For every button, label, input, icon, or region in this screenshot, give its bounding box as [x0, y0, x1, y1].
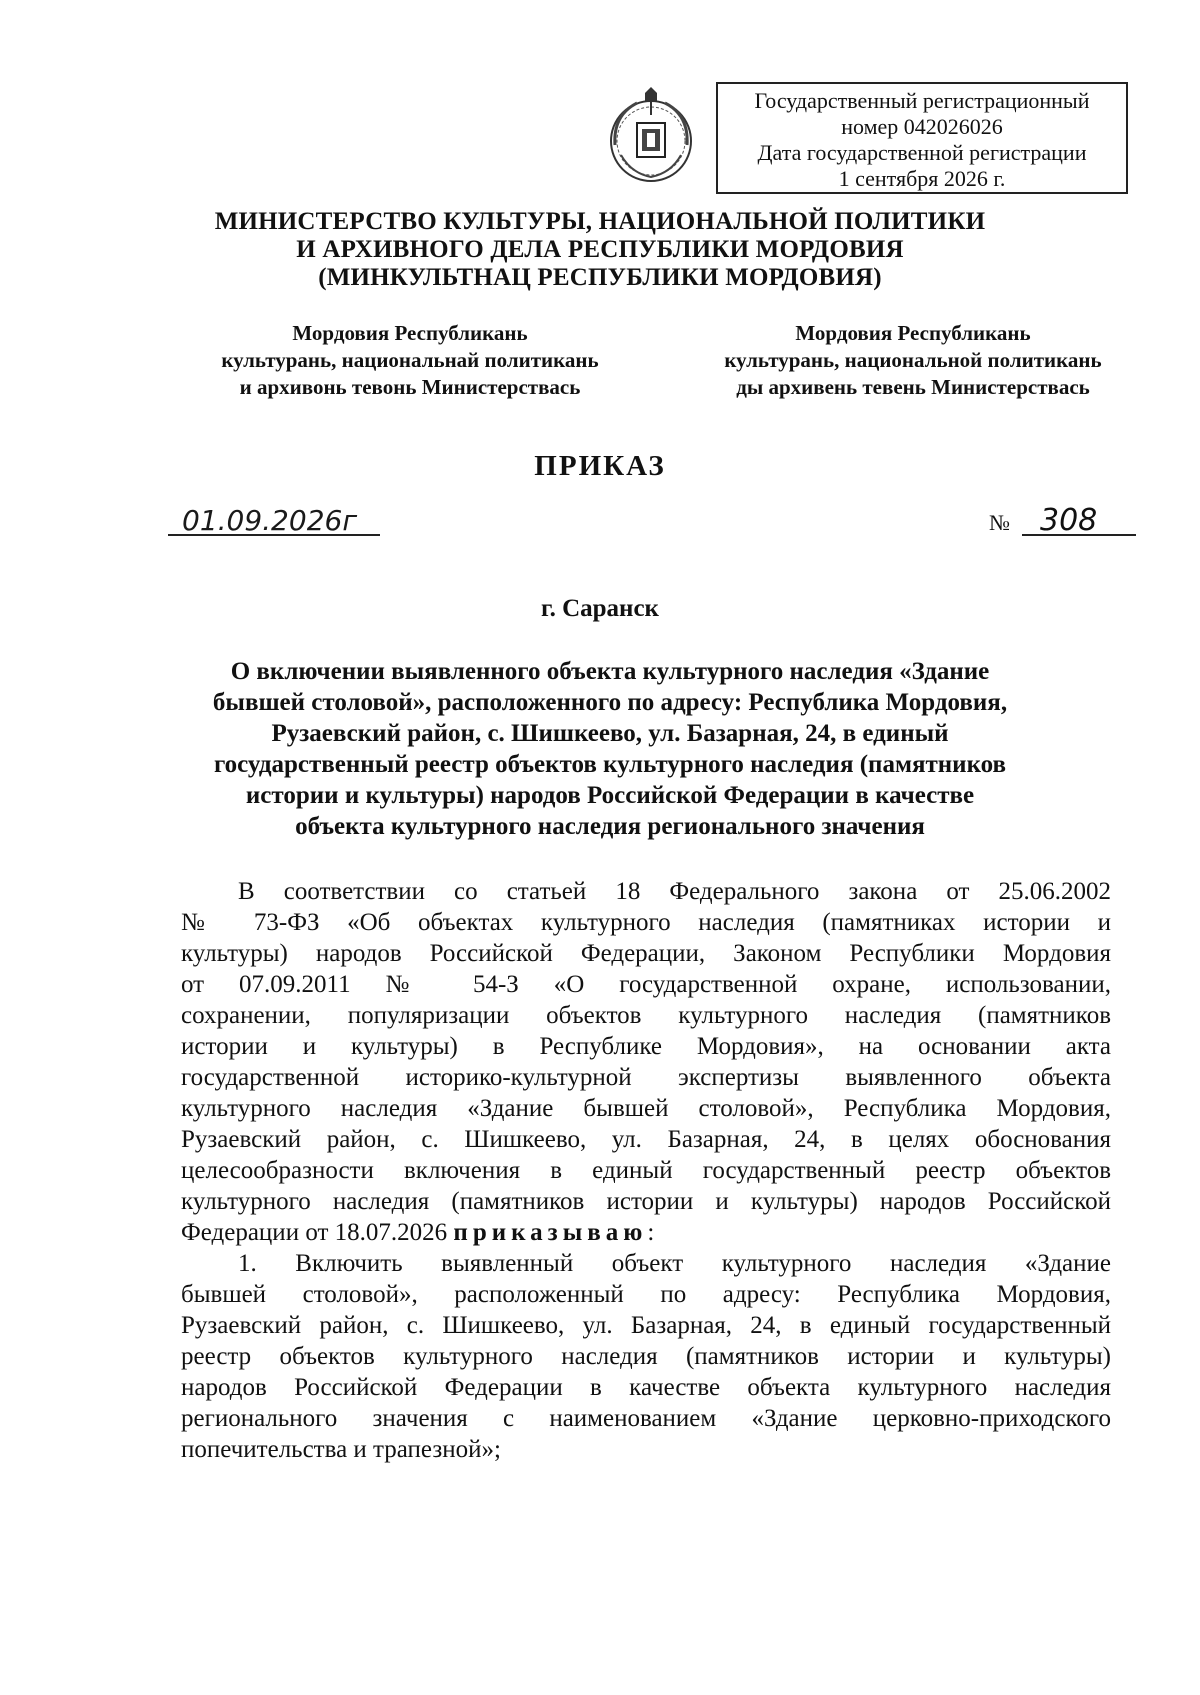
body-line: культурного наследия (памятников истории и культуры) народов Российской [181, 1188, 1111, 1215]
body-line-suffix: : [647, 1219, 655, 1246]
erzya-line-3: ды архивень тевень Министерствась [736, 375, 1090, 399]
order-verb: приказываю [453, 1219, 648, 1246]
ministry-line-1: МИНИСТЕРСТВО КУЛЬТУРЫ, НАЦИОНАЛЬНОЙ ПОЛИТИКИ [214, 208, 986, 235]
body-line: от 07.09.2011 № 54-З «О государственной охране, использовании, [181, 971, 1111, 998]
item-line: регионального значения с наименованием «Здание церковно-приходского [181, 1405, 1111, 1432]
item-line: Рузаевский район, с. Шишкеево, ул. Базарная, 24, в единый государственный [181, 1312, 1111, 1339]
order-date-handwritten: 01.09.2026г [168, 506, 380, 536]
title-line: истории и культуры) народов Российской Федерации в качестве [245, 782, 975, 809]
ministry-heading [0, 208, 1200, 292]
ministry-name-moksha [175, 320, 645, 401]
item-line: реестр объектов культурного наследия (памятников истории и культуры) [181, 1343, 1111, 1370]
body-line: государственной историко-культурной экспертизы выявленного объекта [181, 1064, 1111, 1091]
title-line: объекта культурного наследия регионального значения [295, 813, 925, 840]
ministry-line-3: (МИНКУЛЬТНАЦ РЕСПУБЛИКИ МОРДОВИЯ) [318, 264, 882, 291]
order-number-handwritten: 308 [1022, 506, 1136, 536]
erzya-line-1: Мордовия Республикань [795, 321, 1031, 345]
moksha-line-1: Мордовия Республикань [292, 321, 528, 345]
coat-of-arms-emblem [601, 85, 701, 185]
body-line: целесообразности включения в единый государственный реестр объектов [181, 1157, 1111, 1184]
registration-line-3: Дата государственной регистрации [757, 140, 1087, 165]
registration-number: номер 042026026 [841, 114, 1003, 139]
body-line-order-clause [181, 1217, 1111, 1248]
erzya-line-2: культурань, национальной политикань [724, 348, 1102, 372]
city: г. Саранск [541, 595, 659, 622]
item-line: попечительства и трапезной»; [181, 1436, 501, 1463]
body-line: культурного наследия «Здание бывшей столовой», Республика Мордовия, [181, 1095, 1111, 1122]
registration-date: 1 сентября 2026 г. [838, 166, 1006, 191]
body-line: Рузаевский район, с. Шишкеево, ул. Базарная, 24, в целях обоснования [181, 1126, 1111, 1153]
body-line: № 73-ФЗ «Об объектах культурного наследия (памятниках истории и [181, 909, 1111, 936]
body-line: сохранении, популяризации объектов культурного наследия (памятников [181, 1002, 1111, 1029]
order-body [181, 876, 1111, 1465]
body-line: истории и культуры) в Республике Мордовия», на основании акта [181, 1033, 1111, 1060]
item-line: 1. Включить выявленный объект культурного наследия «Здание [238, 1250, 1111, 1277]
order-title [140, 656, 1080, 842]
body-line: В соответствии со статьей 18 Федерального закона от 25.06.2002 [238, 878, 1111, 905]
title-line: бывшей столовой», расположенного по адресу: Республика Мордовия, [212, 689, 1008, 716]
title-line: Рузаевский район, с. Шишкеево, ул. Базарная, 24, в единый [271, 720, 949, 747]
title-line: государственный реестр объектов культурного наследия (памятников [213, 751, 1007, 778]
moksha-line-2: культурань, национальнай политикань [221, 348, 599, 372]
registration-stamp [716, 82, 1128, 194]
item-line: бывшей столовой», расположенный по адресу: Республика Мордовия, [181, 1281, 1111, 1308]
ministry-line-2: И АРХИВНОГО ДЕЛА РЕСПУБЛИКИ МОРДОВИЯ [296, 236, 904, 263]
moksha-line-3: и архивонь тевонь Министерствась [239, 375, 581, 399]
item-line: народов Российской Федерации в качестве объекта культурного наследия [181, 1374, 1111, 1401]
title-line: О включении выявленного объекта культурного наследия «Здание [230, 658, 990, 685]
body-line: культуры) народов Российской Федерации, Законом Республики Мордовия [181, 940, 1111, 967]
order-number-label: № [989, 510, 1010, 535]
body-line-prefix: Федерации от 18.07.2026 [181, 1219, 448, 1246]
ministry-name-erzya [678, 320, 1148, 401]
document-type: ПРИКАЗ [534, 450, 666, 482]
registration-line-1: Государственный регистрационный [754, 88, 1090, 113]
